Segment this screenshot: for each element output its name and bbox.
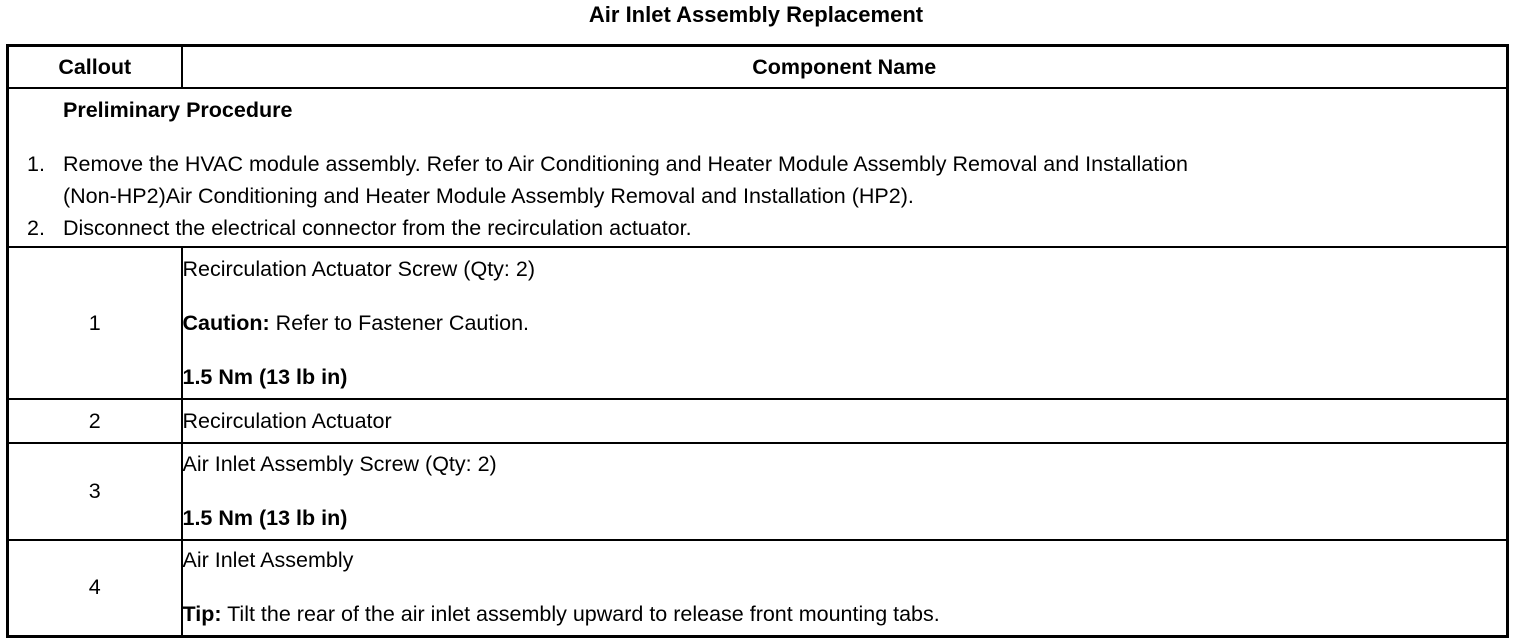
procedure-table [6, 44, 1509, 638]
caution-note [183, 310, 1507, 337]
table-row [8, 399, 1508, 443]
preliminary-procedure-cell [8, 88, 1508, 247]
step-text: (Non-HP2)Air Conditioning and Heater Module Assembly Removal and Installation (HP2). [63, 184, 914, 208]
step-text: Remove the HVAC module assembly. Refer to Air Conditioning and Heater Module Assembly Removal and Installation [63, 152, 1188, 176]
component-name: Recirculation Actuator Screw (Qty: 2) [182, 256, 535, 281]
caution-label: Caution: [182, 310, 270, 335]
callout-cell: 3 [8, 443, 182, 540]
callout-cell: 1 [8, 247, 182, 399]
torque-spec: 1.5 Nm (13 lb in) [182, 506, 348, 530]
tip-label: Tip: [182, 602, 222, 627]
component-cell [182, 443, 1508, 540]
component-cell [182, 540, 1508, 636]
component-name: Air Inlet Assembly Screw (Qty: 2) [182, 452, 497, 476]
caution-text: Refer to Fastener Caution. [269, 310, 530, 335]
callout-cell: 2 [8, 399, 182, 443]
preliminary-row [8, 88, 1508, 247]
tip-text: Tilt the rear of the air inlet assembly upward to release front mounting tabs. [221, 602, 940, 627]
table-row [8, 540, 1508, 636]
callout-cell: 4 [8, 540, 182, 636]
component-name: Air Inlet Assembly [182, 548, 354, 573]
callout-header: Callout [8, 46, 182, 89]
step-text: Disconnect the electrical connector from the recirculation actuator. [63, 216, 692, 240]
tip-note [183, 601, 1507, 628]
page-title: Air Inlet Assembly Replacement [588, 2, 924, 27]
step-number: 1. [27, 152, 45, 176]
table-row [8, 443, 1508, 540]
preliminary-heading: Preliminary Procedure [63, 98, 293, 122]
component-name: Recirculation Actuator [182, 408, 392, 433]
component-cell [182, 247, 1508, 399]
component-cell [182, 399, 1508, 443]
torque-spec: 1.5 Nm (13 lb in) [182, 364, 348, 389]
component-name-header: Component Name [182, 46, 1508, 89]
step-number: 2. [27, 216, 45, 240]
header-row [8, 46, 1508, 89]
table-row [8, 247, 1508, 399]
